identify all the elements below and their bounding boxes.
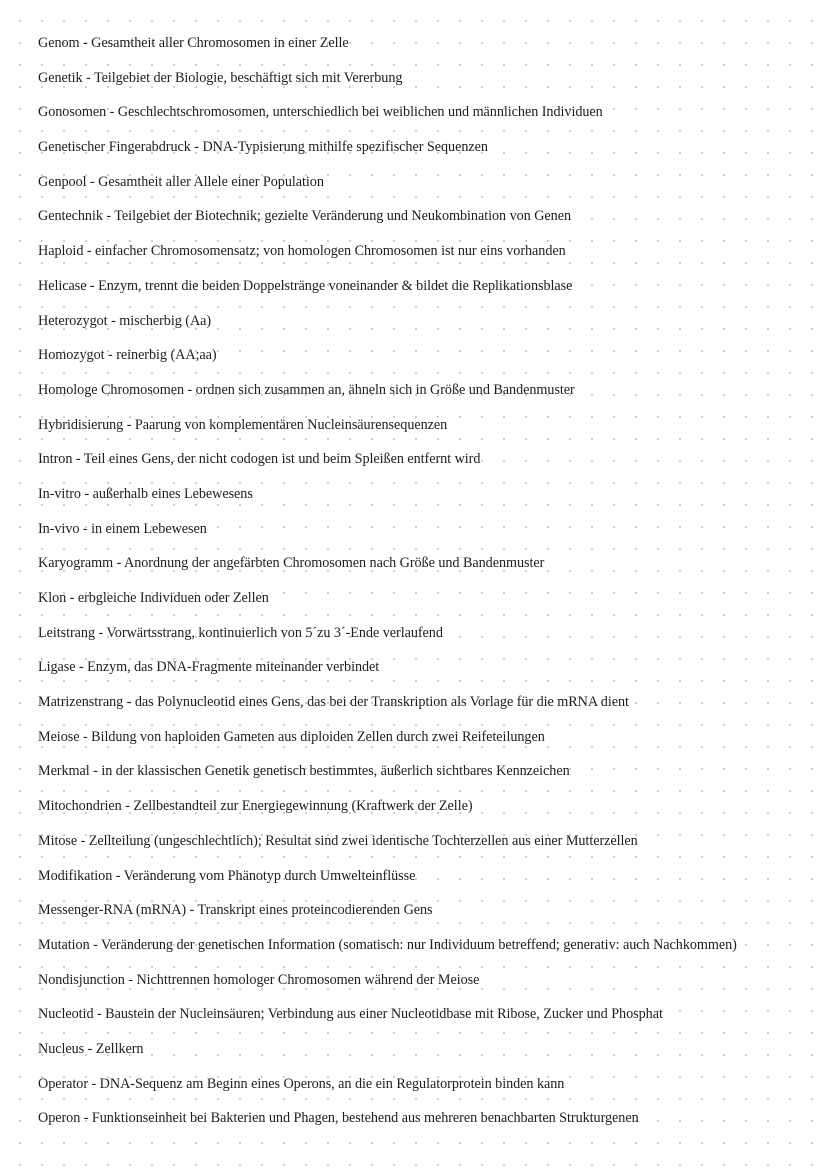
glossary-entry-mitose: Mitose - Zellteilung (ungeschlechtlich); Resultat sind zwei identische Tochterzellen aus einer Mutterzellen [38, 832, 638, 849]
glossary-entry-nucleus: Nucleus - Zellkern [38, 1040, 144, 1057]
glossary-entry-ligase: Ligase - Enzym, das DNA-Fragmente miteinander verbindet [38, 659, 380, 676]
glossary-entry-gonosomen: Gonosomen - Geschlechtschromosomen, unterschiedlich bei weiblichen und männlichen Individuen [38, 104, 603, 121]
glossary-entry-homologe-chromosomen: Homologe Chromosomen - ordnen sich zusammen an, ähneln sich in Größe und Bandenmuster [38, 381, 575, 398]
glossary-entry-nondisjunction: Nondisjunction - Nichttrennen homologer Chromosomen während der Meiose [38, 971, 480, 988]
glossary-entry-leitstrang: Leitstrang - Vorwärtsstrang, kontinuierlich von 5´zu 3´-Ende verlaufend [38, 624, 443, 641]
glossary-entry-helicase: Helicase - Enzym, trennt die beiden Doppelstränge voneinander & bildet die Replikationsblase [38, 277, 573, 294]
glossary-entry-genetik: Genetik - Teilgebiet der Biologie, beschäftigt sich mit Vererbung [38, 69, 403, 86]
glossary-entry-karyogramm: Karyogramm - Anordnung der angefärbten Chromosomen nach Größe und Bandenmuster [38, 555, 545, 572]
glossary-entry-merkmal: Merkmal - in der klassischen Genetik genetisch bestimmtes, äußerlich sichtbares Kennzeichen [38, 763, 570, 780]
glossary-entry-in-vitro: In-vitro - außerhalb eines Lebewesens [38, 485, 253, 502]
glossary-entry-operator: Operator - DNA-Sequenz am Beginn eines Operons, an die ein Regulatorprotein binden kann [38, 1075, 565, 1092]
glossary-entry-matrizenstrang: Matrizenstrang - das Polynucleotid eines Gens, das bei der Transkription als Vorlage für die mRNA dient [38, 694, 629, 711]
glossary-entry-meiose: Meiose - Bildung von haploiden Gameten aus diploiden Zellen durch zwei Reifeteilungen [38, 728, 545, 745]
glossary-entry-operon: Operon - Funktionseinheit bei Bakterien und Phagen, bestehend aus mehreren benachbarten Strukturgenen [38, 1110, 639, 1127]
glossary-entry-genetischer-fingerabdruck: Genetischer Fingerabdruck - DNA-Typisierung mithilfe spezifischer Sequenzen [38, 139, 488, 156]
glossary-entry-homozygot: Homozygot - reinerbig (AA;aa) [38, 347, 217, 364]
glossary-entry-klon: Klon - erbgleiche Individuen oder Zellen [38, 590, 269, 606]
glossary-entry-gentechnik: Gentechnik - Teilgebiet der Biotechnik; gezielte Veränderung und Neukombination von Genen [38, 208, 571, 225]
glossary-entry-hybridisierung: Hybridisierung - Paarung von komplementären Nucleinsäurensequenzen [38, 416, 448, 433]
glossary-list [38, 34, 822, 1144]
glossary-entry-nucleotid: Nucleotid - Baustein der Nucleinsäuren; Verbindung aus einer Nucleotidbase mit Ribose, Zucker und Phosphat [38, 1006, 663, 1023]
glossary-entry-genom: Genom - Gesamtheit aller Chromosomen in einer Zelle [38, 35, 349, 51]
glossary-entry-mutation: Mutation - Veränderung der genetischen Information (somatisch: nur Individuum betreffend; generativ: auch Nachkommen) [38, 936, 737, 953]
glossary-entry-genpool: Genpool - Gesamtheit aller Allele einer Population [38, 173, 324, 190]
glossary-entry-messenger-rna: Messenger-RNA (mRNA) - Transkript eines proteincodierenden Gens [38, 902, 433, 919]
glossary-entry-intron: Intron - Teil eines Gens, der nicht codogen ist und beim Spleißen entfernt wird [38, 451, 481, 468]
glossary-entry-heterozygot: Heterozygot - mischerbig (Aa) [38, 312, 212, 329]
glossary-entry-mitochondrien: Mitochondrien - Zellbestandteil zur Energiegewinnung (Kraftwerk der Zelle) [38, 798, 473, 815]
glossary-entry-haploid: Haploid - einfacher Chromosomensatz; von homologen Chromosomen ist nur eins vorhanden [38, 243, 566, 260]
glossary-entry-modifikation: Modifikation - Veränderung vom Phänotyp durch Umwelteinflüsse [38, 867, 416, 884]
glossary-entry-in-vivo: In-vivo - in einem Lebewesen [38, 520, 207, 537]
